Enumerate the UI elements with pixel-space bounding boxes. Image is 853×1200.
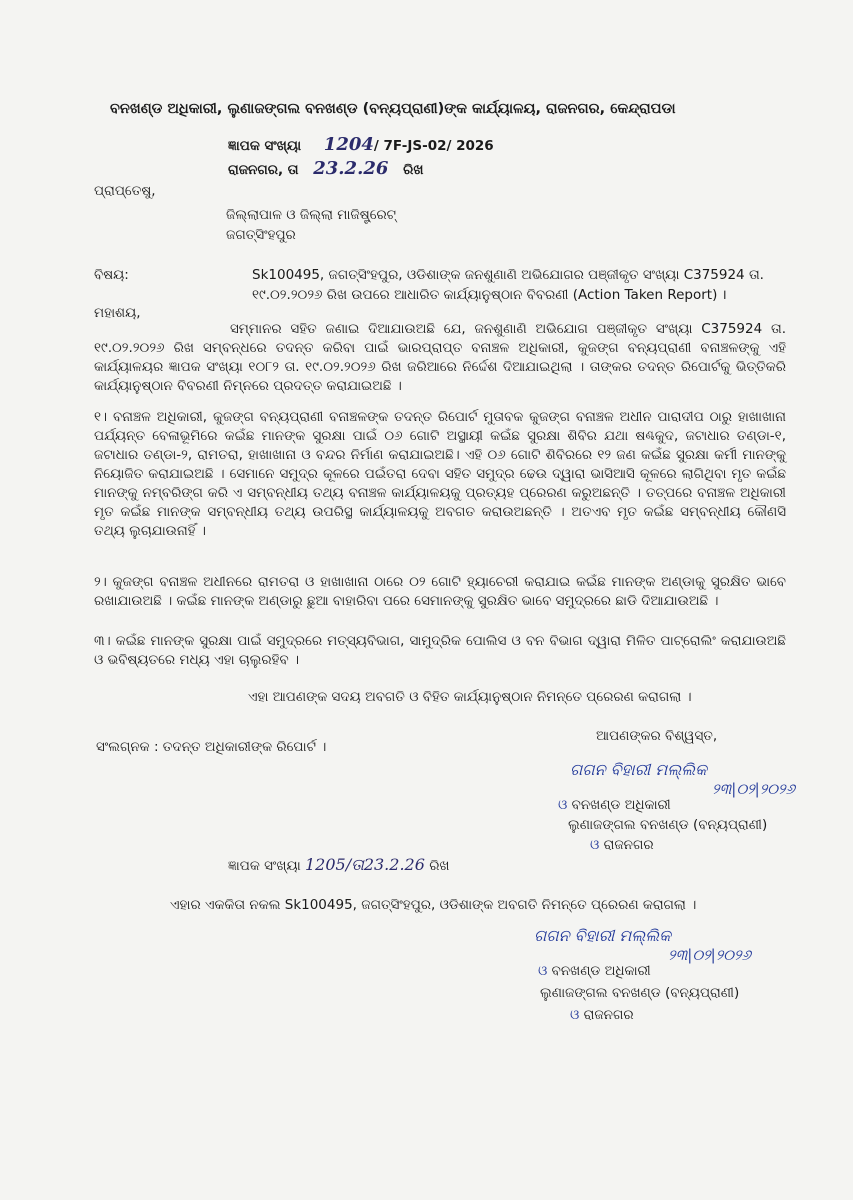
subject-line-2: ୧୯.୦୨.୨୦୨୬ ରିଖ ଉପରେ ଆଧାରିତ କାର୍ଯ୍ୟାନୁଷ୍ଠାନ ବିବରଣୀ (Action Taken Report) । (252, 287, 727, 303)
signature-2-mark-2: ଓ (570, 1007, 580, 1023)
yours-faithfully: ଆପଣଙ୍କର ବିଶ୍ୱସ୍ତ, (596, 728, 718, 744)
point-1: ୧। ବନାଞ୍ଚଳ ଅଧିକାରୀ, କୁଜଙ୍ଗ ବନ୍ୟପ୍ରାଣୀ ବନାଞ୍ଚଳଙ୍କ ତଦନ୍ତ ରିପୋର୍ଟ ମୁତାବକ କୁଜଙ୍ଗ ବନାଞ୍ଚଳ ଅଧୀନ ପାରାଦୀପ ଠାରୁ ହାଖାଖାନା ପର୍ଯ୍ୟନ୍ତ ବେଳାଭୂମିରେ କଇଁଛ ମାନଙ୍କ ସୁରକ୍ଷା ପାଇଁ ୦୬ ଗୋଟି ଅସ୍ଥାୟୀ କଇଁଛ ସୁରକ୍ଷା ଶିବିର ଯଥା ଷଣ୍ଢକୁଦ, ଜଟାଧାର ତଣ୍ଡା-୧, ଜଟାଧାର ତଣ୍ଡା-୨, ରାମତରା, ହାଖାଖାନା ଓ ବନ୍ଦର ନିର୍ମାଣ କରାଯାଇଅଛି। ଏହି ୦୬ ଗୋଟି ଶିବିରରେ ୧୨ ଜଣ କଇଁଛ ସୁରକ୍ଷା କର୍ମୀ ମାନଙ୍କୁ ନିୟୋଜିତ କରାଯାଇଅଛି । ସେମାନେ ସମୁଦ୍ର କୂଳରେ ପଇଁତରା ଦେବା ସହିତ ସମୁଦ୍ର ଢେଉ ଦ୍ୱାରା ଭାସିଆସି କୂଳରେ ଲାଗିଥିବା ମୃତ କଇଁଛ ମାନଙ୍କୁ ନମ୍ବରିଙ୍ଗ କରି ଏ ସମ୍ବନ୍ଧୀୟ ତଥ୍ୟ ବନାଞ୍ଚଳ କାର୍ଯ୍ୟାଳୟକୁ ପ୍ରତ୍ୟହ ପ୍ରେରଣ କରୁଅଛନ୍ତି । ତତ୍ପରେ ବନାଞ୍ଚଳ ଅଧିକାରୀ ମୃତ କଇଁଛ ମାନଙ୍କ ସମ୍ବନ୍ଧୀୟ ତଥ୍ୟ ଉପରିସ୍ଥ କାର୍ଯ୍ୟାଳୟକୁ ଅବଗତ କରାଉଅଛନ୍ତି । ଅତଏବ ମୃତ କଇଁଛ ସମ୍ବନ୍ଧୀୟ କୌଣସି ତଥ୍ୟ ଲୁଚାଯାଉନାହିଁ । (94, 409, 786, 539)
place-date-label: ରାଜନଗର, ତା (228, 162, 299, 178)
second-memo-line (228, 856, 450, 875)
memo-label: ଜ୍ଞାପକ ସଂଖ୍ୟା (228, 138, 302, 154)
salutation: ମହାଶୟ, (94, 305, 141, 321)
signature-1-name: ଗଗନ ବିହାରୀ ମଲ୍ଲିକ (570, 760, 707, 779)
signature-1-date: ୨୩|୦୨|୨୦୨୬ (712, 780, 795, 798)
point-3: ୩। କଇଁଛ ମାନଙ୍କ ସୁରକ୍ଷା ପାଇଁ ସମୁଦ୍ରରେ ମତ୍ସ୍ୟବିଭାଗ, ସାମୁଦ୍ରିକ ପୋଲିସ ଓ ବନ ବିଭାଗ ଦ୍ୱାରା ମିଳିତ ପାଟ୍ରୋଲିଂ କରାଯାଉଅଛି ଓ ଭବିଷ୍ୟତରେ ମଧ୍ୟ ଏହା ଚାଲୁରହିବ । (94, 633, 786, 668)
office-title: ବନଖଣ୍ଡ ଅଧିକାରୀ, ଲୁଣାଜଙ୍ଗଲ ବନଖଣ୍ଡ (ବନ୍ୟପ୍ରାଣୀ)ଙ୍କ କାର୍ଯ୍ୟାଳୟ, ରାଜନଗର, କେନ୍ଦ୍ରାପଡା (110, 101, 676, 117)
signature-1-mark: ଓ (558, 797, 568, 813)
recipient-line-2: ଜଗତ୍‌ସିଂହପୁର (226, 227, 296, 243)
date-line (228, 160, 423, 179)
date-handwritten: 23.2.26 (313, 158, 389, 179)
signature-1-place-line (590, 836, 654, 854)
signature-2-designation: ବନଖଣ୍ଡ ଅଧିକାରୀ (551, 963, 651, 979)
memo-suffix: / 7F-JS-02/ 2026 (373, 138, 494, 154)
recipient-line-1: ଜିଲ୍ଲାପାଳ ଓ ଜିଲ୍ଲା ମାଜିଷ୍ଟ୍ରେଟ୍ (226, 207, 397, 223)
second-memo-label: ଜ୍ଞାପକ ସଂଖ୍ୟା (228, 858, 301, 874)
subject-label: ବିଷୟ: (94, 267, 129, 283)
signature-1-division: ଲୁଣାଜଙ୍ଗଲ ବନଖଣ୍ଡ (ବନ୍ୟପ୍ରାଣୀ) (568, 817, 768, 833)
signature-2-place-line (570, 1006, 634, 1024)
date-suffix: ରିଖ (403, 162, 424, 178)
signature-2-name: ଗଗନ ବିହାରୀ ମଲ୍ଲିକ (534, 926, 671, 945)
signature-1-designation-line (558, 796, 671, 814)
point-2: ୨। କୁଜଙ୍ଗ ବନାଞ୍ଚଳ ଅଧୀନରେ ରାମତରା ଓ ହାଖାଖାନା ଠାରେ ୦୨ ଗୋଟି ହ୍ୟାଚେରୀ କରାଯାଇ କଇଁଛ ମାନଙ୍କ ଅଣ୍ଡାକୁ ସୁରକ୍ଷିତ ଭାବେ ରଖାଯାଉଅଛି । କଇଁଛ ମାନଙ୍କ ଅଣ୍ଡାରୁ ଛୁଆ ବାହାରିବା ପରେ ସେମାନଙ୍କୁ ସୁରକ୍ଷିତ ଭାବେ ସମୁଦ୍ରରେ ଛାଡି ଦିଆଯାଉଅଛି । (94, 574, 786, 609)
second-memo-number-handwritten: 1205/ତା23.2.26 (304, 855, 425, 874)
signature-2-date: ୨୩|୦୨|୨୦୨୬ (668, 946, 751, 964)
second-memo-suffix: ରିଖ (429, 858, 450, 874)
subject-line-1: Sk100495, ଜଗତ୍‌ସିଂହପୁର, ଓଡିଶାଙ୍କ ଜନଶୁଣାଣି ଅଭିଯୋଗର ପଞ୍ଜୀକୃତ ସଂଖ୍ୟା C375924 ତା. (252, 267, 764, 283)
signature-2-mark: ଓ (538, 963, 548, 979)
signature-2-designation-line (538, 962, 651, 980)
memo-line (228, 136, 494, 155)
memo-number-handwritten: 1204 (323, 134, 374, 155)
signature-1-mark-2: ଓ (590, 837, 600, 853)
to-label: ପ୍ରାପ୍ତେଷୁ, (94, 183, 156, 199)
signature-2-place: ରାଜନଗର (583, 1007, 634, 1023)
intro-paragraph: ସମ୍ମାନର ସହିତ ଜଣାଇ ଦିଆଯାଉଅଛି ଯେ, ଜନଶୁଣାଣି ଅଭିଯୋଗ ପଞ୍ଜୀକୃତ ସଂଖ୍ୟା C375924 ତା. ୧୯.୦୨.୨୦୨୬ ରିଖ ସମ୍ବନ୍ଧରେ ତଦନ୍ତ କରିବା ପାଇଁ ଭାରପ୍ରାପ୍ତ ବନାଞ୍ଚଳ ଅଧିକାରୀ, କୁଜଙ୍ଗ ବନ୍ୟପ୍ରାଣୀ ବନାଞ୍ଚଳଙ୍କୁ ଏହି କାର୍ଯ୍ୟାଳୟର ଜ୍ଞାପକ ସଂଖ୍ୟା ୧୦୮୨ ତା. ୧୯.୦୨.୨୦୨୬ ରିଖ ଜରିଆରେ ନିର୍ଦ୍ଦେଶ ଦିଆଯାଇଥିଲା । ତାଙ୍କର ତଦନ୍ତ ରିପୋର୍ଟକୁ ଭିତ୍ତିକରି କାର୍ଯ୍ୟାନୁଷ୍ଠାନ ବିବରଣୀ ନିମ୍ନରେ ପ୍ରଦତ୍ତ କରାଯାଇଅଛି । (94, 321, 786, 394)
signature-2-division: ଲୁଣାଜଙ୍ଗଲ ବନଖଣ୍ଡ (ବନ୍ୟପ୍ରାଣୀ) (540, 985, 740, 1001)
copy-note: ଏହାର ଏକକିତା ନକଲ Sk100495, ଜଗତ୍‌ସିଂହପୁର, ଓଡିଶାଙ୍କ ଅବଗତି ନିମନ୍ତେ ପ୍ରେରଣ କରାଗଲା । (170, 897, 697, 913)
closing-note: ଏହା ଆପଣଙ୍କ ସଦୟ ଅବଗତି ଓ ବିହିତ କାର୍ଯ୍ୟାନୁଷ୍ଠାନ ନିମନ୍ତେ ପ୍ରେରଣ କରାଗଲା । (248, 689, 692, 705)
enclosure-note: ସଂଲଗ୍ନକ : ତଦନ୍ତ ଅଧିକାରୀଙ୍କ ରିପୋର୍ଟ । (96, 739, 327, 755)
signature-1-place: ରାଜନଗର (603, 837, 654, 853)
signature-1-designation: ବନଖଣ୍ଡ ଅଧିକାରୀ (571, 797, 671, 813)
